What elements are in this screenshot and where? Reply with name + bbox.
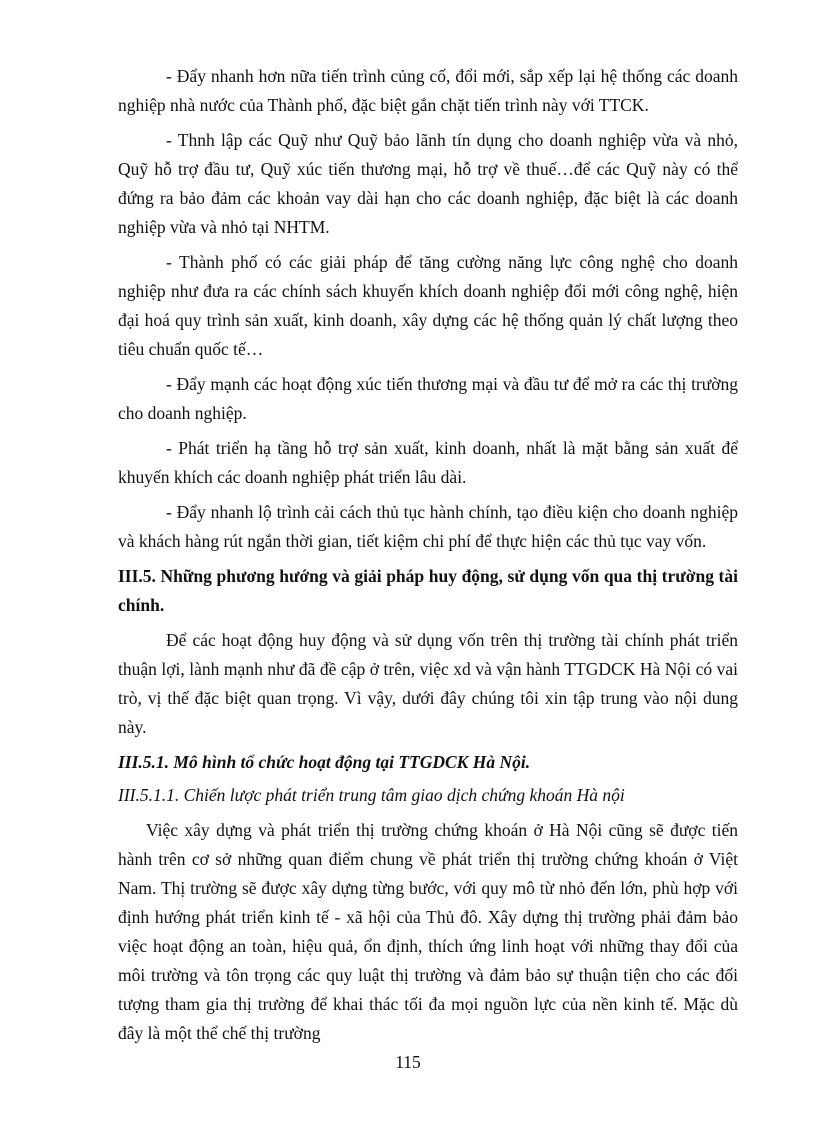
section-intro-paragraph: Để các hoạt động huy động và sử dụng vốn trên thị trường tài chính phát triển thuận lợi, lành mạnh như đã đề cập ở trên, việc xd và vận hành TTGDCK Hà Nội có vai trò, vị thế đặc biệt quan trọng. Vì vậy, dưới đây chúng tôi xin tập trung vào nội dung này. (118, 630, 738, 737)
bullet-paragraph: - Đẩy nhanh lộ trình cải cách thủ tục hành chính, tạo điều kiện cho doanh nghiệp và khách hàng rút ngắn thời gian, tiết kiệm chi phí để thực hiện các thủ tục vay vốn. (118, 502, 738, 551)
bullet-paragraph: - Đẩy mạnh các hoạt động xúc tiến thương mại và đầu tư để mở ra các thị trường cho doanh nghiệp. (118, 374, 738, 423)
section-heading: III.5. Những phương hướng và giải pháp huy động, sử dụng vốn qua thị trường tài chính. (118, 566, 738, 615)
page-number: 115 (395, 1052, 421, 1072)
bullet-paragraph: - Thnh lập các Quỹ như Quỹ bảo lãnh tín dụng cho doanh nghiệp vừa và nhỏ, Quỹ hỗ trợ đầu tư, Quỹ xúc tiến thương mại, hỗ trợ về thuế…để các Quỹ này có thể đứng ra bảo đảm các khoản vay dài hạn cho các doanh nghiệp, đặc biệt là các doanh nghiệp vừa và nhỏ tại NHTM. (118, 130, 738, 237)
bullet-paragraph: - Phát triển hạ tầng hỗ trợ sản xuất, kinh doanh, nhất là mặt bằng sản xuất để khuyến khích các doanh nghiệp phát triển lâu dài. (118, 438, 738, 487)
subsection-heading: III.5.1. Mô hình tổ chức hoạt động tại TTGDCK Hà Nội. (118, 752, 531, 772)
subsubsection-heading: III.5.1.1. Chiến lược phát triển trung tâm giao dịch chứng khoán Hà nội (118, 785, 625, 805)
bullet-paragraph: - Đẩy nhanh hơn nữa tiến trình củng cố, đổi mới, sắp xếp lại hệ thống các doanh nghiệp nhà nước của Thành phố, đặc biệt gắn chặt tiến trình này với TTCK. (118, 66, 738, 115)
body-paragraph: Việc xây dựng và phát triển thị trường chứng khoán ở Hà Nội cũng sẽ được tiến hành trên cơ sở những quan điểm chung về phát triển thị trường chứng khoán ở Việt Nam. Thị trường sẽ được xây dựng từng bước, với quy mô từ nhỏ đến lớn, phù hợp với định hướng phát triển kinh tế - xã hội của Thủ đô. Xây dựng thị trường phải đảm bảo việc hoạt động an toàn, hiệu quả, ổn định, thích ứng linh hoạt với những thay đổi của môi trường và tôn trọng các quy luật thị trường và đảm bảo sự thuận tiện cho các đối tượng tham gia thị trường để khai thác tối đa mọi nguồn lực của nền kinh tế. Mặc dù đây là một thể chế thị trường (118, 820, 738, 1043)
bullet-paragraph: - Thành phố có các giải pháp để tăng cường năng lực công nghệ cho doanh nghiệp như đưa ra các chính sách khuyến khích doanh nghiệp đổi mới công nghệ, hiện đại hoá quy trình sản xuất, kinh doanh, xây dựng các hệ thống quản lý chất lượng theo tiêu chuẩn quốc tế… (118, 252, 738, 359)
document-page (118, 62, 738, 1054)
